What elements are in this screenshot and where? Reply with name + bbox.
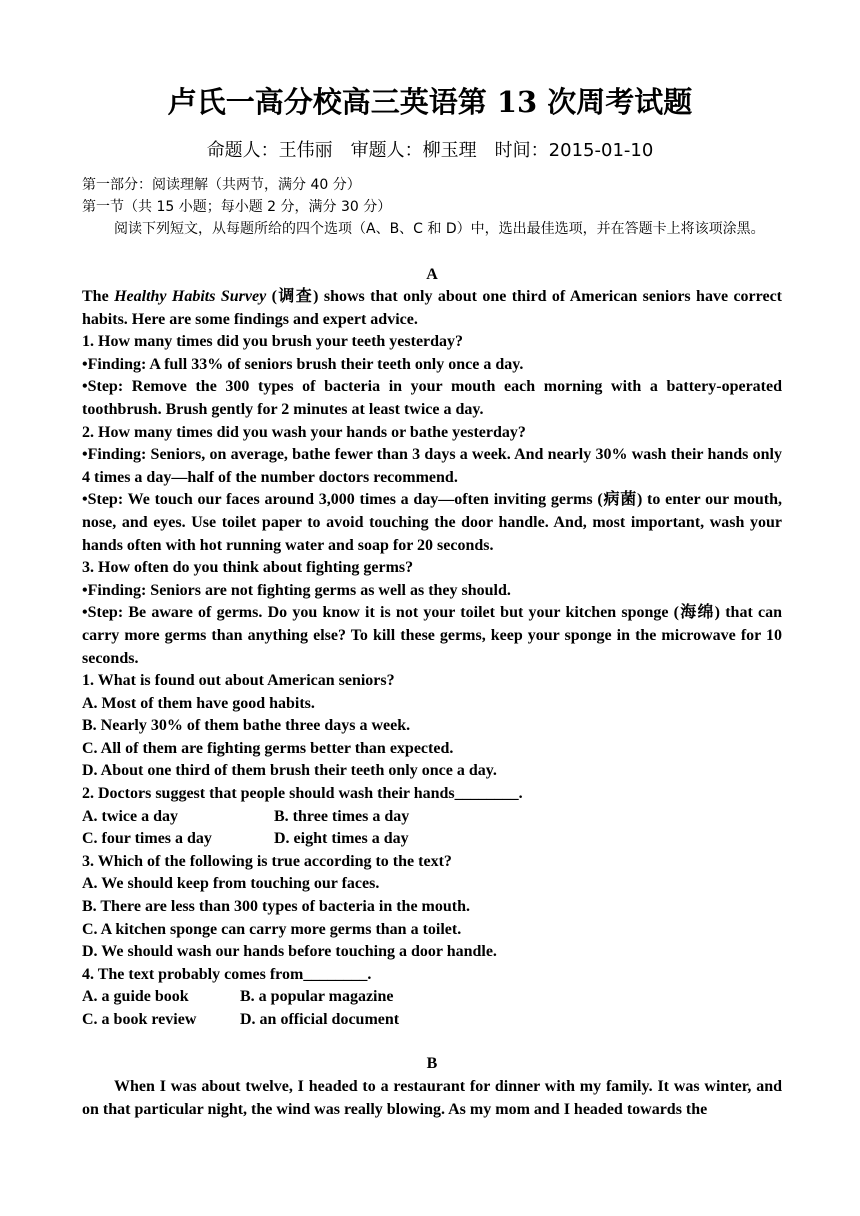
answer-option: C. A kitchen sponge can carry more germs than a toilet.	[82, 920, 462, 938]
answer-option: D. an official document	[240, 1011, 400, 1028]
directions: 阅读下列短文，从每题所给的四个选项（A、B、C 和 D）中，选出最佳选项，并在答题卡上将该项涂黑。	[114, 221, 765, 237]
answer-option: A. Most of them have good habits.	[82, 694, 315, 712]
answer-option: B. Nearly 30% of them bathe three days a week.	[82, 717, 411, 735]
passage-a-paragraph: 3. How often do you think about fighting germs?	[82, 559, 414, 577]
passage-a-paragraph: •Finding: A full 33% of seniors brush their teeth only once a day.	[82, 355, 524, 373]
answer-option: A. a guide book	[82, 988, 189, 1006]
answer-option: D. About one third of them brush their teeth only once a day.	[82, 762, 497, 780]
passage-b-text: When I was about twelve, I headed to a restaurant for dinner with my family. It was winter, and on that particular night, the wind was really blowing. As my mom and I headed towards the	[82, 1078, 782, 1118]
answer-option: C. a book review	[82, 1011, 197, 1028]
answer-option: D. eight times a day	[274, 830, 409, 848]
option-row	[82, 828, 782, 851]
answer-option: C. four times a day	[82, 830, 212, 848]
part-heading: 第一部分：阅读理解（共两节，满分 40 分）	[82, 177, 361, 193]
question-stem: 4. The text probably comes from________.	[82, 965, 372, 983]
passage-a	[82, 286, 782, 1032]
answer-option: B. There are less than 300 types of bacteria in the mouth.	[82, 898, 470, 916]
passage-a-paragraph: 1. How many times did you brush your teeth yesterday?	[82, 333, 464, 351]
section-heading: 第一节（共 15 小题；每小题 2 分，满分 30 分）	[82, 199, 392, 215]
passage-a-intro	[82, 286, 782, 331]
answer-option: C. All of them are fighting germs better than expected.	[82, 739, 454, 757]
answer-option: D. We should wash our hands before touching a door handle.	[82, 943, 497, 961]
passage-b-label: B	[426, 1055, 438, 1072]
option-row	[82, 1009, 782, 1032]
survey-name: Healthy Habits Survey	[114, 288, 267, 305]
question-stem: 2. Doctors suggest that people should wash their hands________.	[82, 785, 523, 803]
passage-a-paragraph: •Step: Remove the 300 types of bacteria in your mouth each morning with a battery-operated toothbrush. Brush gently for 2 minutes at least twice a day.	[82, 378, 782, 418]
intro-text: The	[82, 288, 115, 305]
answer-option: B. a popular magazine	[240, 988, 394, 1006]
exam-subtitle: 命题人：王伟丽 审题人：柳玉理 时间：2015-01-10	[206, 140, 654, 161]
exam-title: 卢氏一高分校高三英语第 13 次周考试题	[167, 85, 693, 119]
intro-text: (调查) shows that only about one third of American seniors have correct habits. Here are some findings and expert advice.	[82, 288, 783, 328]
passage-a-label: A	[426, 266, 438, 283]
answer-option: A. twice a day	[82, 807, 178, 825]
option-row	[82, 986, 782, 1009]
question-stem: 3. Which of the following is true according to the text?	[82, 852, 452, 870]
answer-option: A. We should keep from touching our faces.	[82, 875, 380, 893]
passage-a-paragraph: •Finding: Seniors, on average, bathe fewer than 3 days a week. And nearly 30% wash their hands only 4 times a day—half of the number doctors recommend.	[82, 446, 782, 486]
passage-a-paragraph: •Step: We touch our faces around 3,000 times a day—often inviting germs (病菌) to enter our mouth, nose, and eyes. Use toilet paper to avoid touching the door handle. And, most important, wash your hands often with hot running water and soap for 20 seconds.	[82, 491, 782, 554]
question-stem: 1. What is found out about American seniors?	[82, 672, 395, 690]
answer-option: B. three times a day	[274, 807, 410, 825]
passage-a-paragraph: •Step: Be aware of germs. Do you know it is not your toilet but your kitchen sponge (海绵) that can carry more germs than anything else? To kill these germs, keep your sponge in the microwave for 10 seconds.	[82, 604, 782, 667]
option-row	[82, 806, 782, 829]
passage-a-paragraph: •Finding: Seniors are not fighting germs as well as they should.	[82, 581, 511, 599]
passage-a-paragraph: 2. How many times did you wash your hands or bathe yesterday?	[82, 423, 526, 441]
